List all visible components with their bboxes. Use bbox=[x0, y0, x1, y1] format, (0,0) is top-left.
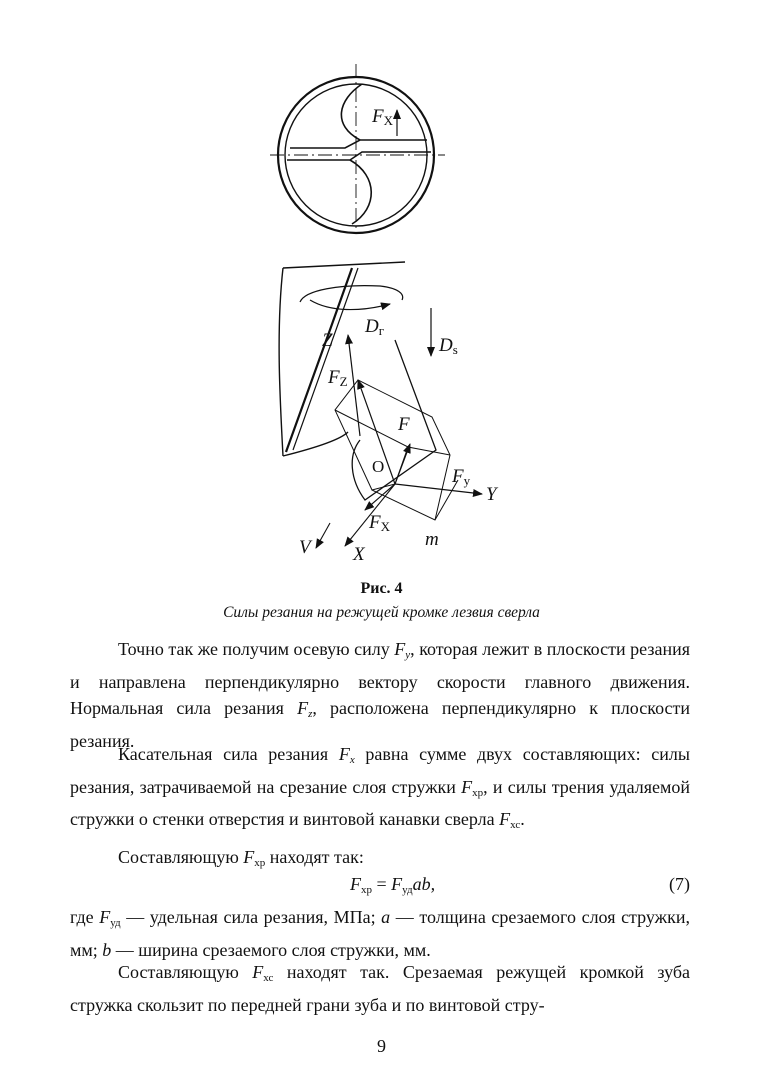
fx-label: FX bbox=[369, 512, 390, 534]
page-number: 9 bbox=[377, 1036, 386, 1056]
paragraph-3: Составляющую $F_{хр}$ находят так: bbox=[118, 847, 364, 869]
dr-label: Dг bbox=[365, 316, 385, 338]
figure-number: Рис. 4 bbox=[360, 580, 403, 597]
formula-7 bbox=[0, 874, 763, 900]
formula-expression: $F_{хр} = F_{уд}ab$, bbox=[350, 874, 436, 896]
paragraph-1: Точно так же получим осевую силу $F_y$, которая лежит в плоскости резания и направлена перпендикулярно вектору скорости главного движения. Нормальная сила резания $F_z$, расположена перпендикулярно к плоскости резания. bbox=[70, 639, 690, 751]
origin-label: O bbox=[372, 457, 385, 476]
fx-top-label: FX bbox=[372, 106, 393, 128]
z-axis-label: Z bbox=[322, 330, 333, 351]
m-label: m bbox=[425, 529, 439, 550]
fz-label: FZ bbox=[328, 367, 348, 389]
drill-cross-section bbox=[270, 64, 445, 233]
figure-caption: Силы резания на режущей кромке лезвия сверла bbox=[223, 604, 540, 621]
ds-label: Ds bbox=[439, 335, 458, 357]
paragraph-2: Касательная сила резания $F_x$ равна сумме двух составляющих: силы резания, затрачиваемой на срезание слоя стружки $F_{хр}$, и силы трения удаляемой стружки о стенки отверстия и винтовой канавки сверла $F_{хс}$. bbox=[70, 744, 690, 831]
drill-body bbox=[279, 262, 482, 548]
equation-number: (7) bbox=[669, 874, 690, 894]
paragraph-5: Составляющую $F_{хс}$ находят так. Срезаемая режущей кромкой зуба стружка скользит по передней грани зуба и по винтовой стру- bbox=[70, 962, 690, 1015]
y-axis-label: Y bbox=[486, 484, 497, 505]
x-axis-label: X bbox=[353, 544, 365, 565]
paragraph-4: где $F_{уд}$ — удельная сила резания, МПа; a — толщина срезаемого слоя стружки, мм; b — ширина срезаемого слоя стружки, мм. bbox=[70, 907, 690, 960]
fy-label: Fy bbox=[452, 466, 471, 488]
f-label: F bbox=[398, 414, 410, 435]
v-label: V bbox=[299, 537, 311, 558]
